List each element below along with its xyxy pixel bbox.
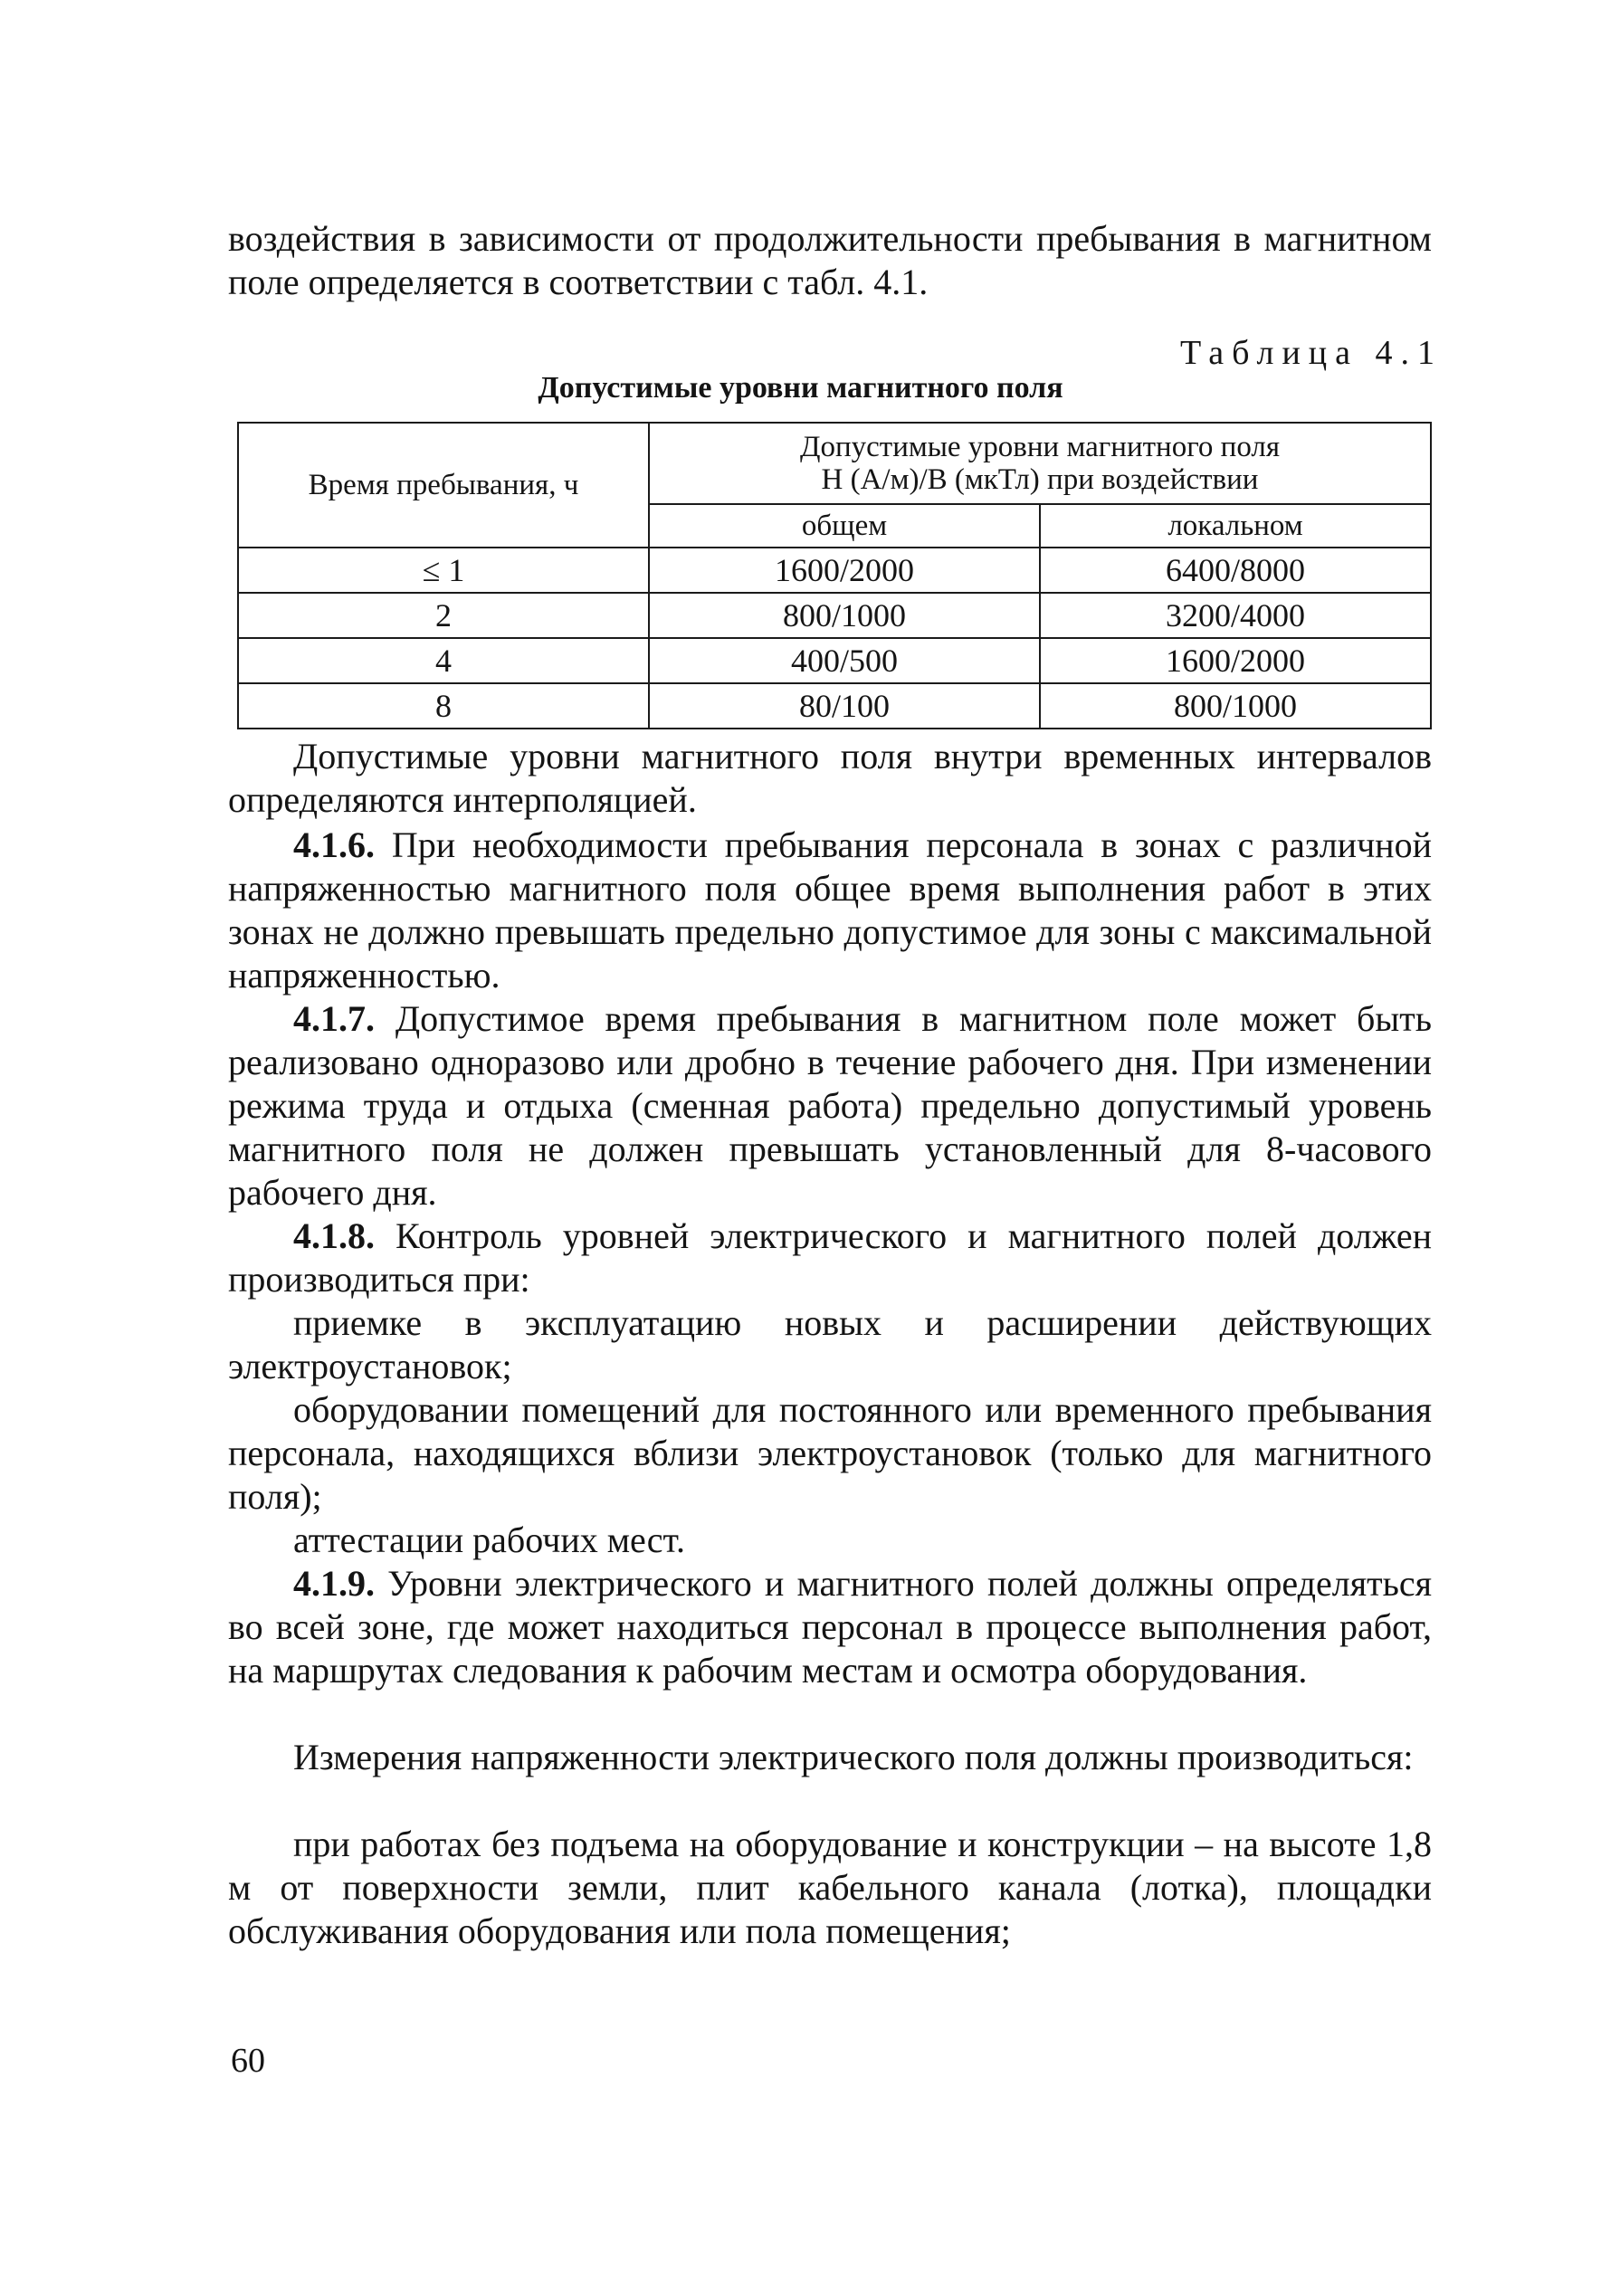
cell-local: 3200/4000 (1040, 593, 1431, 638)
header-general: общем (649, 504, 1040, 548)
cell-time: 8 (238, 683, 649, 729)
cell-local: 800/1000 (1040, 683, 1431, 729)
section-4-1-7 (228, 997, 1432, 1215)
section-number: 4.1.9. (293, 1563, 375, 1604)
page-number: 60 (231, 2042, 265, 2080)
section-4-1-9 (228, 1562, 1432, 1692)
section-number: 4.1.6. (293, 824, 375, 865)
header-levels-line2: Н (А/м)/В (мкТл) при воздействии (821, 463, 1259, 496)
intro-paragraph: воздействия в зависимости от продолжительности пребывания в магнитном поле определяется в соответствии с табл. 4.1. (228, 218, 1432, 302)
list-item: оборудовании помещений для постоянного или временного пребывания персонала, находящихся вблизи электроустановок (только для магнитного поля); (228, 1389, 1432, 1517)
magnetic-field-levels-table (237, 422, 1432, 729)
table-row (238, 548, 1431, 593)
header-local: локальном (1040, 504, 1431, 548)
cell-time: ≤ 1 (238, 548, 649, 593)
section-text: Контроль уровней электрического и магнитного полей должен производиться при: (228, 1215, 1432, 1300)
section-text: Уровни электрического и магнитного полей должны определяться во всей зоне, где может находиться персонал в процессе выполнения работ, на маршрутах следования к рабочим местам и осмотра оборудования. (228, 1563, 1432, 1691)
cell-local: 6400/8000 (1040, 548, 1431, 593)
list-item: аттестации рабочих мест. (293, 1520, 686, 1560)
section-number: 4.1.8. (293, 1215, 375, 1256)
header-levels-line1: Допустимые уровни магнитного поля (799, 431, 1281, 463)
cell-general: 1600/2000 (649, 548, 1040, 593)
height-paragraph: при работах без подъема на оборудование и конструкции – на высоте 1,8 м от поверхности земли, плит кабельного канала (лотка), площадки обслуживания оборудования или пола помещения; (228, 1824, 1432, 1951)
table-label: Таблица 4.1 (1179, 334, 1443, 372)
measurement-paragraph: Измерения напряженности электрического поля должны производиться: (293, 1737, 1414, 1777)
cell-time: 2 (238, 593, 649, 638)
list-item: приемке в эксплуатацию новых и расширении действующих электроустановок; (228, 1302, 1432, 1386)
cell-time: 4 (238, 638, 649, 683)
header-levels (649, 423, 1431, 504)
cell-local: 1600/2000 (1040, 638, 1431, 683)
section-text: Допустимое время пребывания в магнитном поле может быть реализовано одноразово или дробно в течение рабочего дня. При изменении режима труда и отдыха (сменная работа) предельно допустимый уровень магнитного поля не должен превышать установленный для 8-часового рабочего дня. (228, 998, 1432, 1213)
section-4-1-6 (228, 824, 1432, 997)
interpolation-paragraph: Допустимые уровни магнитного поля внутри временных интервалов определяются интерполяцией. (228, 736, 1432, 820)
table-row (238, 638, 1431, 683)
table-title: Допустимые уровни магнитного поля (538, 371, 1063, 405)
section-text: При необходимости пребывания персонала в зонах с различной напряженностью магнитного поля общее время выполнения работ в этих зонах не должно превышать предельно допустимое для зоны с максимальной напряженностью. (228, 824, 1432, 996)
cell-general: 80/100 (649, 683, 1040, 729)
cell-general: 800/1000 (649, 593, 1040, 638)
section-number: 4.1.7. (293, 998, 375, 1039)
header-time: Время пребывания, ч (238, 423, 649, 548)
table-header-row (238, 423, 1431, 504)
table-row (238, 683, 1431, 729)
table-row (238, 593, 1431, 638)
section-4-1-8 (228, 1215, 1432, 1301)
cell-general: 400/500 (649, 638, 1040, 683)
